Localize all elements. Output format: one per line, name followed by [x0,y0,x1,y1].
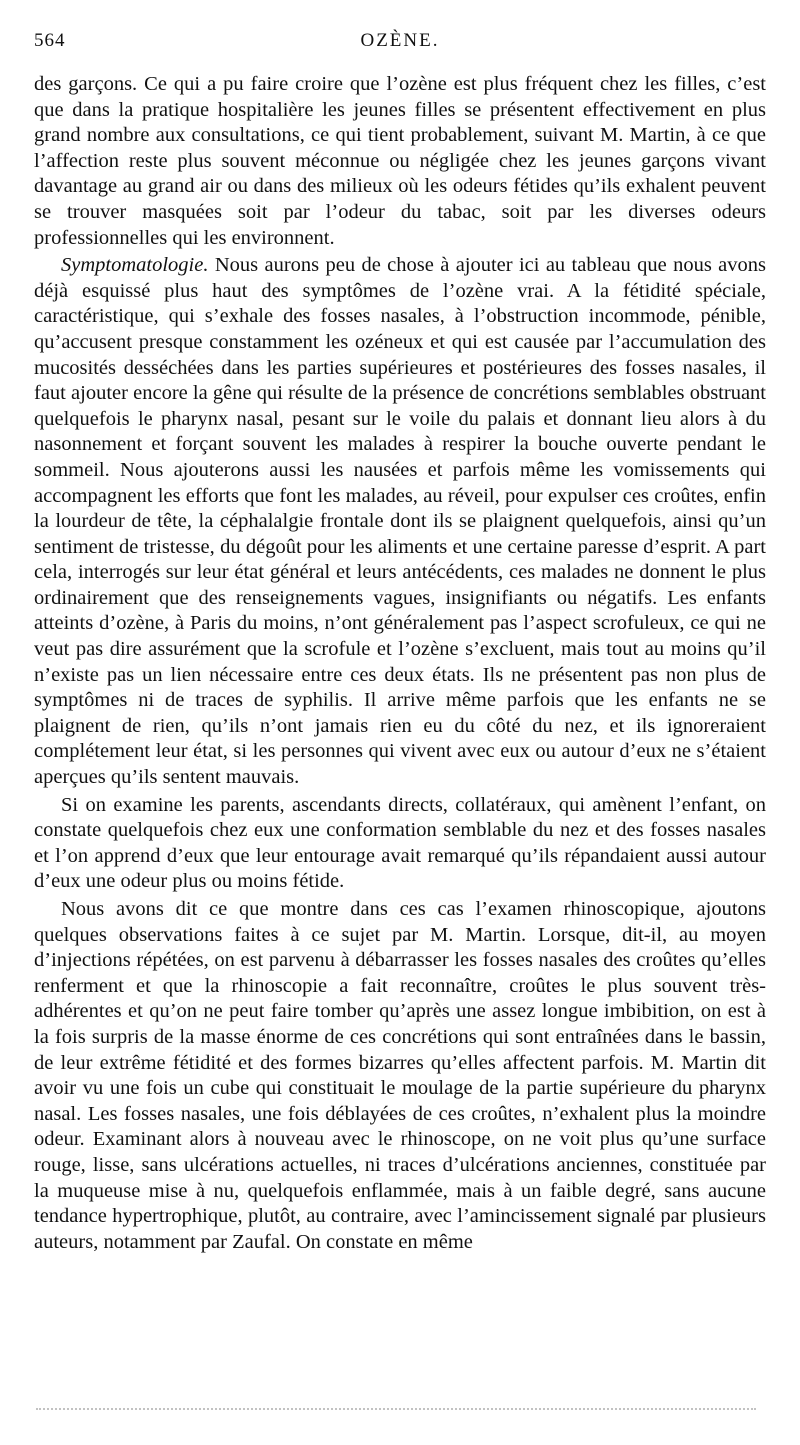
section-lead: Symptomatologie. [61,254,209,277]
paragraph [34,253,766,790]
paragraph-text: des garçons. Ce qui a pu faire croire que l’ozène est plus fréquent chez les filles, c’est que dans la pratique hospitalière les jeunes filles se présentent effectivement en plus grand nombre aux consultations, ce qui tient probablement, suivant M. Martin, à ce que l’affection reste plus souvent méconnue ou négligée chez les jeunes garçons vivant davantage au grand air ou dans des milieux où les odeurs fétides qu’ils exhalent peuvent se trouver masquées soit par l’odeur du tabac, soit par les diverses odeurs professionnelles qui les environnent. [34,73,766,249]
paragraph [34,72,766,251]
page-bottom-rule [36,1408,756,1410]
paragraph [34,897,766,1255]
paragraph [34,793,766,895]
page [34,30,766,1255]
page-number: 564 [34,30,66,51]
paragraph-text: Nous avons dit ce que montre dans ces cas l’examen rhinoscopique, ajoutons quelques observations faites à ce sujet par M. Martin. Lorsque, dit-il, au moyen d’injections répétées, on est parvenu à débarrasser les fosses nasales des croûtes qu’elles renferment et que la rhinoscopie a fait reconnaître, croûtes le plus souvent très-adhérentes et qu’on ne peut faire tomber qu’après une assez longue imbibition, on est à la fois surpris de la masse énorme de ces concrétions qui sont entraînées dans le bassin, de leur extrême fétidité et des formes bizarres qu’elles affectent parfois. M. Martin dit avoir vu une fois un cube qui constituait le moulage de la partie supérieure du pharynx nasal. Les fosses nasales, une fois déblayées de ces croûtes, n’exhalent plus la moindre odeur. Examinant alors à nouveau avec le rhinoscope, on ne voit plus qu’une surface rouge, lisse, sans ulcérations actuelles, ni traces d’ulcérations anciennes, constituée par la muqueuse mise à nu, quelquefois enflammée, mais à un faible degré, sans aucune tendance hypertrophique, plutôt, au contraire, avec l’amincissement signalé par plusieurs auteurs, notamment par Zaufal. On constate en même [34,898,766,1253]
body-text [34,72,766,1255]
running-title: OZÈNE. [360,30,440,51]
page-header [34,30,766,60]
paragraph-text: Si on examine les parents, ascendants directs, collatéraux, qui amènent l’enfant, on constate quelquefois chez eux une conformation semblable du nez et des fosses nasales et l’on apprend d’eux que leur entourage avait remarqué qu’ils répandaient aussi autour d’eux une odeur plus ou moins fétide. [34,793,766,893]
paragraph-text: Nous aurons peu de chose à ajouter ici au tableau que nous avons déjà esquissé plus haut des symptômes de l’ozène vrai. A la fétidité spéciale, caractéristique, qui s’exhale des fosses nasales, à l’obstruction incommode, pénible, qu’accusent presque constamment les ozéneux et qui est causée par l’accumulation des mucosités desséchées dans les parties supérieures et postérieures des fosses nasales, il faut ajouter encore la gêne qui résulte de la présence de concrétions semblables obstruant quelquefois le pharynx nasal, pesant sur le voile du palais et donnant lieu alors à du nasonnement et forçant souvent les malades à respirer la bouche ouverte pendant le sommeil. Nous ajouterons aussi les nausées et parfois même les vomissements qui accompagnent les efforts que font les malades, au réveil, pour expulser ces croûtes, enfin la lourdeur de tête, la céphalalgie frontale dont ils se plaignent quelquefois, ainsi qu’un sentiment de tristesse, du dégoût pour les aliments et une certaine paresse d’esprit. A part cela, interrogés sur leur état général et leurs antécédents, ces malades ne donnent le plus ordinairement que des renseignements vagues, insignifiants ou négatifs. Les enfants atteints d’ozène, à Paris du moins, n’ont généralement pas l’aspect scrofuleux, ce qui ne veut pas dire assurément que la scrofule et l’ozène s’excluent, mais tout au moins qu’il n’existe pas un lien nécessaire entre ces deux états. Ils ne présentent pas non plus de symptômes ni de traces de syphilis. Il arrive même parfois que les enfants ne se plaignent de rien, qu’ils n’ont jamais rien eu du côté du nez, et ils ignoreraient complétement leur état, si les personnes qui vivent avec eux ou autour d’eux ne s’étaient aperçues qu’ils sentent mauvais. [34,254,766,789]
